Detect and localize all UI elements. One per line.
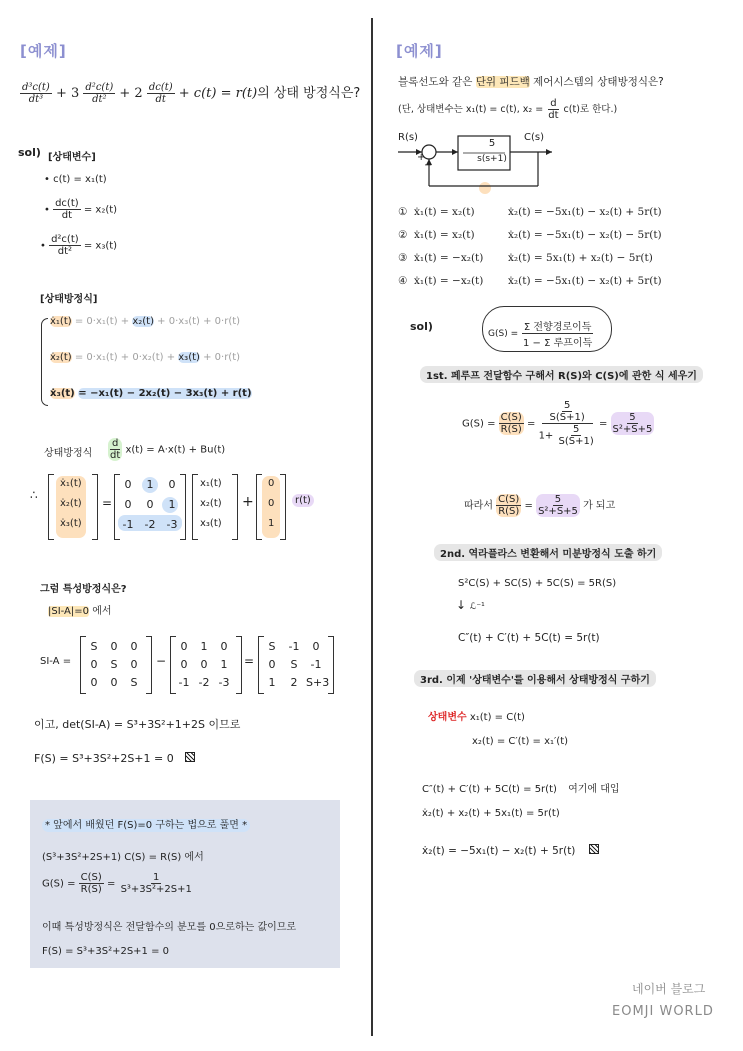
left-question: $\frac{\text{d³c(t)}}{\text{dt³}}$ + 3 $\frac{\text{d²c(t)}}{\text{dt²}}$ + 2 $\frac{dc(t)}{dt}$ + c(t) = r(t)의 상태 방정식은? <box>22 82 361 105</box>
minus-label: − <box>424 160 433 171</box>
xvec-1: x₁(t) <box>200 478 222 489</box>
box-title: * 앞에서 배웠던 F(S)=0 구하는 법으로 풀면 * <box>42 816 250 831</box>
matrix-a2-cell: -2 <box>198 676 210 689</box>
watermark-line1: 네이버 블로그 <box>632 982 706 996</box>
matrix-sia-cell: S+3 <box>306 676 330 689</box>
option-b: ẋ₂(t) = −5x₁(t) − x₂(t) − 5r(t) <box>508 229 662 241</box>
bvec-bracket-r <box>280 474 286 540</box>
plus-label: + <box>417 152 426 163</box>
matrix-si-cell: 0 <box>110 640 118 653</box>
sv-line1: 상태변수 x₁(t) = C(t) <box>428 712 525 723</box>
matrix-a2-cell: 0 <box>200 658 208 671</box>
matrix-sia-cell: S <box>290 658 298 671</box>
matrix-sia-cell: S <box>268 640 276 653</box>
matrix-a-cell: 1 <box>146 478 154 491</box>
det-line: 이고, det(SI-A) = S³+3S²+1+2S 이므로 <box>34 718 241 731</box>
matrix-sia-cell: -1 <box>310 658 322 671</box>
block-output-label: C(s) <box>524 132 544 143</box>
box-gs: G(S) = $\frac{C(S)}{R(S)}$ = $\frac{1}{\text{S³+3S²+2S+1}}$ <box>42 872 192 895</box>
state-var-1: • c(t) = x₁(t) <box>44 174 107 185</box>
block-denominator: s(s+1) <box>477 154 507 164</box>
therefore-symbol: ∴ <box>30 488 38 502</box>
inverse-laplace-arrow: ↓ ℒ⁻¹ <box>456 598 485 612</box>
matrix-a-cell: 0 <box>124 478 132 491</box>
right-heading: [예제] <box>396 42 443 60</box>
right-sol-label: sol) <box>410 320 433 333</box>
watermark-line2: EOMJI WORLD <box>612 1004 714 1019</box>
state-eq-title: [상태방정식] <box>40 294 98 305</box>
therefore-line: 따라서 $\frac{C(S)}{R(S)}$ = $\frac{5}{\text{S²+S+5}}$ 가 되고 <box>464 494 616 517</box>
state-var-3: • $\frac{\text{d²c(t)}}{\text{dt²}}$ = x₃(t) <box>40 234 118 257</box>
matrix-a2-cell: 0 <box>180 658 188 671</box>
box-line3: 이때 특성방정식은 전달함수의 분모를 0으로하는 값이므로 <box>42 922 297 933</box>
matrix-sia-cell: 0 <box>268 658 276 671</box>
box-line4: F(S) = S³+3S²+2S+1 = 0 <box>42 946 170 957</box>
option-b: ẋ₂(t) = −5x₁(t) − x₂(t) + 5r(t) <box>508 206 662 218</box>
state-eq-3: ẋ₃(t) = −x₁(t) − 2x₂(t) − 3x₃(t) + r(t) <box>50 388 252 399</box>
matrix-si-cell: 0 <box>90 658 98 671</box>
sia-label: SI-A = <box>40 656 72 667</box>
mason-formula: G(S) = $\frac{\text{Σ 전향경로이득}}{\text{1 − Σ 루프이득}}$ <box>488 318 594 349</box>
si-bracket-r <box>146 636 152 694</box>
sub-line: C″(t) + C′(t) + 5C(t) = 5r(t) 여기에 대입 <box>422 784 620 795</box>
matrix-a-cell: 0 <box>124 498 132 511</box>
xdot-1: ẋ₁(t) <box>60 478 82 489</box>
matrix-a2-cell: 0 <box>220 640 228 653</box>
xdot-3: ẋ₃(t) <box>60 518 82 529</box>
matrix-a-cell: 0 <box>168 478 176 491</box>
char-title: 그럼 특성방정식은? <box>40 584 127 595</box>
matrix-sia-cell: 1 <box>268 676 276 689</box>
gs-derivation: G(S) = $\frac{C(S)}{R(S)}$ = $\frac{5}{S(S+1)}$ 1+ $\frac{5}{S(S+1)}$ = $\frac{5}{\text{S²+S+5}}$ <box>462 400 653 447</box>
box-line1: (S³+3S²+2S+1) C(S) = R(S) 에서 <box>42 852 204 863</box>
state-var-title: [상태변수] <box>48 152 96 163</box>
eq-sign: = <box>102 496 113 510</box>
option-a: ẋ₁(t) = x₂(t) <box>414 206 475 218</box>
xvec-bracket-r <box>232 474 238 540</box>
char-cond: |SI-A|=0 에서 <box>48 606 112 617</box>
option-num: ① <box>398 206 408 218</box>
matrix-a2-cell: 0 <box>180 640 188 653</box>
matrix-sia-cell: -1 <box>288 640 300 653</box>
block-input-label: R(s) <box>398 132 418 143</box>
matrix-si-cell: S <box>90 640 98 653</box>
matrix-a2-cell: 1 <box>200 640 208 653</box>
matrix-sia-cell: 0 <box>312 640 320 653</box>
state-form-label: 상태방정식 <box>44 448 93 459</box>
feedback-highlight <box>479 182 491 194</box>
bvec-2: 0 <box>268 498 275 509</box>
matrix-sia-cell: 2 <box>290 676 298 689</box>
bvec-1: 0 <box>268 478 275 489</box>
matrix-a2-cell: 1 <box>220 658 228 671</box>
right-question-1: 블록선도와 같은 단위 피드백 제어시스템의 상태방정식은? <box>398 76 664 88</box>
matrix-si-cell: 0 <box>90 676 98 689</box>
xdot-bracket-r <box>92 474 98 540</box>
matrix-a2-cell: -3 <box>218 676 230 689</box>
state-eq-2: ẋ₂(t) = 0·x₁(t) + 0·x₂(t) + x₃(t) + 0·r(t) <box>50 352 241 363</box>
option-num: ④ <box>398 275 408 287</box>
option-b: ẋ₂(t) = −5x₁(t) − x₂(t) + 5r(t) <box>508 275 662 287</box>
right-question-2: (단, 상태변수는 x₁(t) = c(t), x₂ = $\frac{d}{dt}$ c(t)로 한다.) <box>398 98 618 121</box>
eq-sign-2: = <box>244 654 255 668</box>
matrix-a-cell: 1 <box>168 498 176 511</box>
matrix-a-cell: -2 <box>144 518 156 531</box>
diff-eq: C″(t) + C′(t) + 5C(t) = 5r(t) <box>458 632 600 644</box>
bvec-3: 1 <box>268 518 275 529</box>
xvec-2: x₂(t) <box>200 498 222 509</box>
a2-bracket-r <box>236 636 242 694</box>
xvec-bracket-l <box>192 474 198 540</box>
xvec-3: x₃(t) <box>200 518 222 529</box>
state-eq-brace <box>41 318 48 406</box>
state-var-2: • $\frac{dc(t)}{dt}$ = x₂(t) <box>44 198 118 221</box>
plus-sign: + <box>242 494 254 510</box>
option-num: ② <box>398 229 408 241</box>
left-heading: [예제] <box>20 42 67 60</box>
matrix-a-cell: -3 <box>166 518 178 531</box>
xdot-bracket-l <box>48 474 54 540</box>
matrix-si-cell: 0 <box>110 676 118 689</box>
minus-sign: − <box>156 654 167 668</box>
step1: 1st. 페루프 전달함수 구해서 R(S)와 C(S)에 관한 식 세우기 <box>420 366 703 383</box>
bvec-bracket-l <box>256 474 262 540</box>
state-form-eq: $\frac{d}{dt}$ x(t) = A·x(t) + Bu(t) <box>110 438 226 461</box>
option-b: ẋ₂(t) = 5x₁(t) + x₂(t) − 5r(t) <box>508 252 653 264</box>
step3: 3rd. 이제 '상태변수'를 이용해서 상태방정식 구하기 <box>414 670 656 687</box>
fs-line: F(S) = S³+3S²+2S+1 = 0 <box>34 752 195 765</box>
final-line: ẋ₂(t) = −5x₁(t) − x₂(t) + 5r(t) <box>422 844 599 857</box>
laplace-eq: S²C(S) + SC(S) + 5C(S) = 5R(S) <box>458 578 617 589</box>
option-a: ẋ₁(t) = x₂(t) <box>414 229 475 241</box>
answer-option <box>398 229 662 241</box>
step2: 2nd. 역라플라스 변환해서 미분방정식 도출 하기 <box>434 544 662 561</box>
sv-line2: x₂(t) = C′(t) = x₁′(t) <box>472 736 569 747</box>
matrix-a-cell: 0 <box>146 498 154 511</box>
r-of-t: r(t) <box>292 494 314 507</box>
column-divider <box>371 18 373 1036</box>
matrix-si-cell: 0 <box>130 640 138 653</box>
option-num: ③ <box>398 252 408 264</box>
left-sol-label: sol) <box>18 146 41 159</box>
answer-option <box>398 252 653 264</box>
sub-line2: ẋ₂(t) + x₂(t) + 5x₁(t) = 5r(t) <box>422 808 560 819</box>
block-numerator: 5 <box>488 138 496 149</box>
state-eq-1: ẋ₁(t) = 0·x₁(t) + x₂(t) + 0·x₃(t) + 0·r(t) <box>50 316 241 327</box>
matrix-a-cell: -1 <box>122 518 134 531</box>
answer-option <box>398 206 662 218</box>
option-a: ẋ₁(t) = −x₂(t) <box>414 252 484 264</box>
matrix-si-cell: S <box>110 658 118 671</box>
matrix-a2-cell: -1 <box>178 676 190 689</box>
answer-option <box>398 275 662 287</box>
option-a: ẋ₁(t) = −x₂(t) <box>414 275 484 287</box>
matrix-si-cell: 0 <box>130 658 138 671</box>
matrix-si-cell: S <box>130 676 138 689</box>
xdot-2: ẋ₂(t) <box>60 498 82 509</box>
